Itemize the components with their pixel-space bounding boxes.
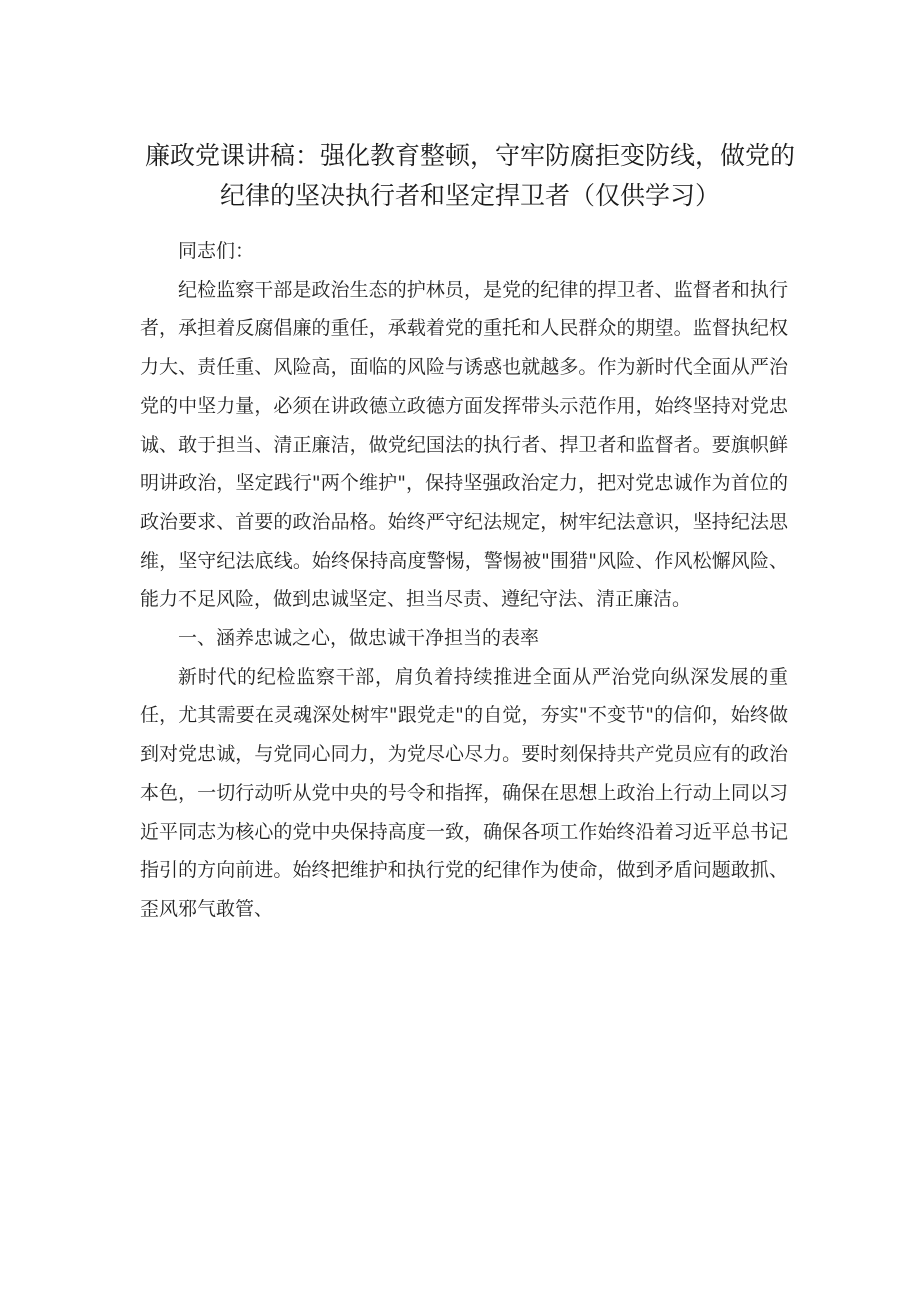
salutation-paragraph: 同志们： — [178, 240, 255, 262]
section-heading-1: 一、涵养忠诚之心，做忠诚干净担当的表率 — [178, 627, 540, 650]
intro-paragraph: 纪检监察干部是政治生态的护林员，是党的纪律的捍卫者、监督者和执行者，承担着反腐倡廉的重任，承载着党的重托和人民群众的期望。监督执纪权力大、责任重、风险高，面临的风险与诱惑也就越多。作为新时代全面从严治党的中坚力量，必须在讲政德立政德方面发挥带头示范作用，始终坚持对党忠诚、敢于担当、清正廉洁，做党纪国法的执行者、捍卫者和监督者。要旗帜鲜明讲政治，坚定践行"两个维护"，保持坚强政治定力，把对党忠诚作为首位的政治要求、首要的政治品格。始终严守纪法规定，树牢纪法意识，坚持纪法思维，坚守纪法底线。始终保持高度警惕，警惕被"围猎"风险、作风松懈风险、能力不足风险，做到忠诚坚定、担当尽责、遵纪守法、清正廉洁。 — [140, 278, 788, 611]
document-body — [140, 232, 788, 929]
document-title: 廉政党课讲稿：强化教育整顿，守牢防腐拒变防线，做党的纪律的坚决执行者和坚定捍卫者（仅供学习） — [144, 141, 795, 210]
section-1-paragraph: 新时代的纪检监察干部，肩负着持续推进全面从严治党向纵深发展的重任，尤其需要在灵魂深处树牢"跟党走"的自觉，夯实"不变节"的信仰，始终做到对党忠诚，与党同心同力，为党尽心尽力。要时刻保持共产党员应有的政治本色，一切行动听从党中央的号令和指挥，确保在思想上政治上行动上同以习近平同志为核心的党中央保持高度一致，确保各项工作始终沿着习近平总书记指引的方向前进。始终把维护和执行党的纪律作为使命，做到矛盾问题敢抓、歪风邪气敢管、 — [140, 665, 788, 920]
